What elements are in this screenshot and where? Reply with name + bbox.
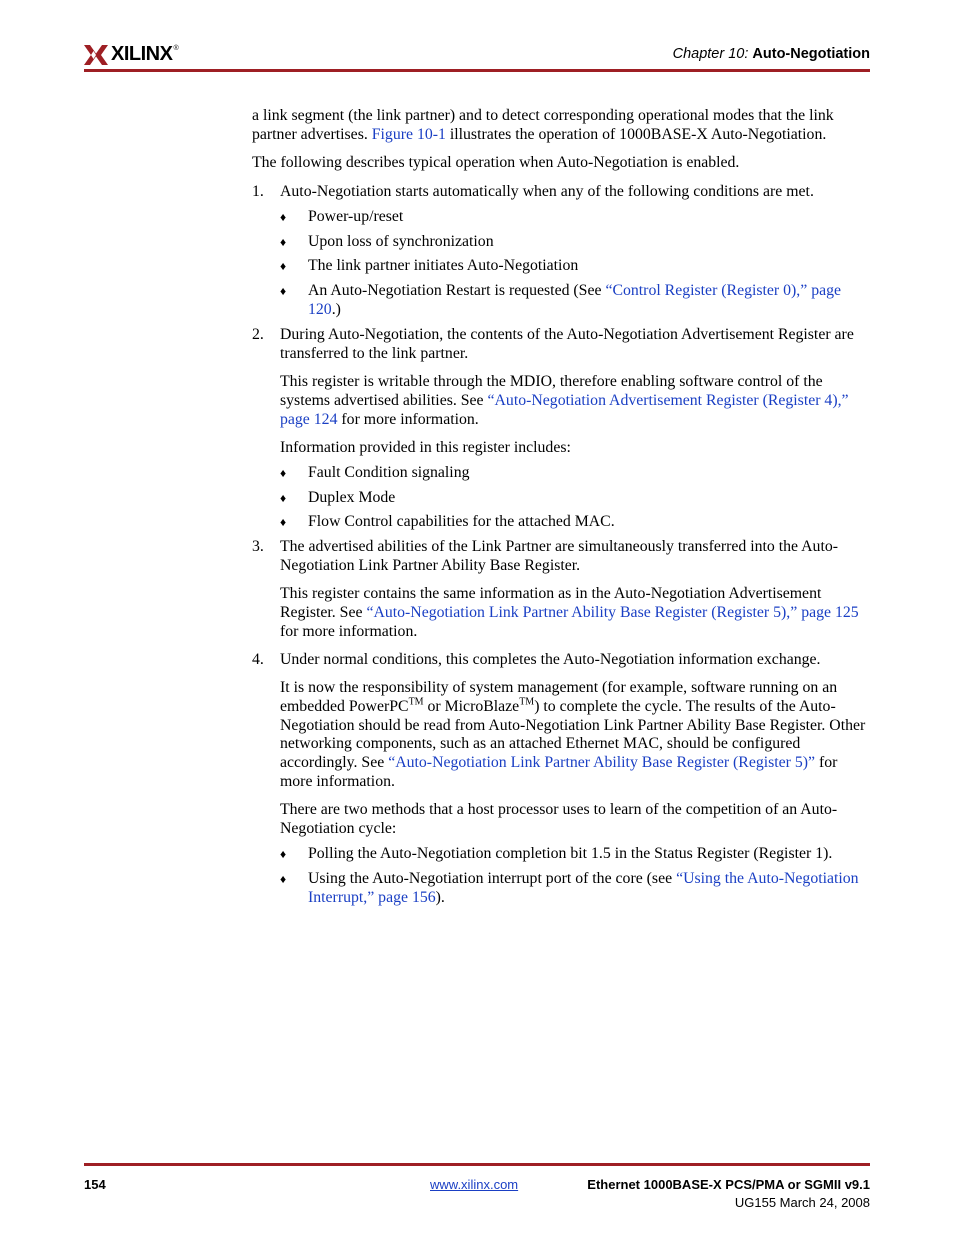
link-partner-register-link[interactable]: “Auto-Negotiation Link Partner Ability Base Register (Register 5),” page 125 [366,604,859,622]
chapter-label: Chapter 10: [672,46,749,62]
header-rule [84,69,870,72]
list-item-1 [252,183,872,320]
page-number: 154 [84,1177,106,1192]
info-list [280,464,872,533]
trademark-mark: TM [519,696,535,708]
list-item-text: During Auto-Negotiation, the contents of the Auto-Negotiation Advertisement Register are transferred to the link partner. [280,326,854,363]
document-id: UG155 March 24, 2008 [734,1195,870,1210]
diamond-bullet-icon: ♦ [280,465,287,480]
link-partner-register-link-2[interactable]: “Auto-Negotiation Link Partner Ability Base Register (Register 5)” [388,754,816,772]
interrupt-link[interactable]: “Using the Auto-Negotiation Interrupt,” page 156 [308,869,859,906]
xilinx-logo [84,41,179,68]
diamond-bullet-icon: ♦ [280,847,287,861]
list-item-text: Auto-Negotiation starts automatically when any of the following conditions are met. [280,182,814,200]
bullet-item: ♦ Polling the Auto-Negotiation completion bit 1.5 in the Status Register (Register 1). [280,845,833,862]
document-title: Ethernet 1000BASE-X PCS/PMA or SGMII v9.1 [587,1177,870,1192]
list-number: 2. [252,326,264,344]
methods-paragraph: There are two methods that a host processor uses to learn of the competition of an Auto-Negotiation cycle: [280,801,838,838]
xilinx-x-icon [84,43,108,67]
bullet-item: ♦ Duplex Mode [280,488,396,506]
diamond-bullet-icon: ♦ [280,284,287,299]
footer-rule [84,1163,870,1166]
intro-paragraph: a link segment (the link partner) and to detect corresponding operational modes that the link partner advertises. Figure 10-1 illustrates the operation of 1000BASE-X Auto-Negotiation. [252,107,834,143]
chapter-title: Auto-Negotiation [752,46,870,62]
register-paragraph: This register contains the same information as in the Auto-Negotiation Advertisement Register. See “Auto-Negotiation Link Partner Ability Base Register (Register 5),” page 125 for more information. [280,585,859,640]
list-item-4 [252,651,872,908]
conditions-list [280,208,872,321]
logo-wordmark: XILINX [111,43,173,65]
diamond-bullet-icon: ♦ [280,259,287,274]
list-number: 1. [252,182,264,200]
advertisement-register-link[interactable]: “Auto-Negotiation Advertisement Register (Register 4),” page 124 [280,391,849,428]
typical-operation-paragraph: The following describes typical operation when Auto-Negotiation is enabled. [252,154,740,172]
info-paragraph: Information provided in this register includes: [280,438,571,456]
xilinx-url-link[interactable]: www.xilinx.com [430,1177,519,1192]
bullet-item: ♦ The link partner initiates Auto-Negotiation [280,257,579,275]
list-item-3 [252,538,872,642]
bullet-item: ♦ An Auto-Negotiation Restart is requested (See “Control Register (Register 0),” page 120.) [280,282,842,319]
methods-list [280,845,872,908]
register-paragraph: This register is writable through the MDIO, therefore enabling software control of the systems advertised abilities. See “Auto-Negotiation Advertisement Register (Register 4),” page 124 for more information. [280,372,849,428]
bullet-item: ♦ Using the Auto-Negotiation interrupt port of the core (see “Using the Auto-Negotiation Interrupt,” page 156). [280,869,859,906]
bullet-item: ♦ Power-up/reset [280,207,404,225]
bullet-item: ♦ Flow Control capabilities for the attached MAC. [280,513,615,531]
list-item-text: Under normal conditions, this completes the Auto-Negotiation information exchange. [280,650,821,668]
control-register-link[interactable]: “Control Register (Register 0),” page 120 [308,282,842,319]
list-item-2 [252,326,872,532]
responsibility-paragraph: It is now the responsibility of system management (for example, software running on an embedded PowerPC™ or MicroBlaze™) to complete the cycle. The results of the Auto-Negotiation should be read from Auto-Negotiation Link Partner Ability Base Register. Other networking components, such as an attached Ethernet MAC, should be configured accordingly. See “Auto-Negotiation Link Partner Ability Base Register (Register 5)” for more information. [280,678,866,791]
diamond-bullet-icon: ♦ [280,871,287,886]
list-number: 3. [252,538,264,556]
list-number: 4. [252,650,264,668]
trademark-mark: TM [408,696,424,708]
list-item-text: The advertised abilities of the Link Partner are simultaneously transferred into the Auto-Negotiation Link Partner Ability Base Register. [280,538,838,575]
diamond-bullet-icon: ♦ [280,515,287,530]
bullet-item: ♦ Upon loss of synchronization [280,232,494,250]
registered-mark: ® [173,45,179,52]
diamond-bullet-icon: ♦ [280,209,287,224]
bullet-item: ♦ Fault Condition signaling [280,463,470,481]
chapter-heading [673,46,870,62]
diamond-bullet-icon: ♦ [280,490,287,505]
page-body [252,107,872,914]
diamond-bullet-icon: ♦ [280,234,287,249]
figure-link[interactable]: Figure 10-1 [371,125,446,143]
